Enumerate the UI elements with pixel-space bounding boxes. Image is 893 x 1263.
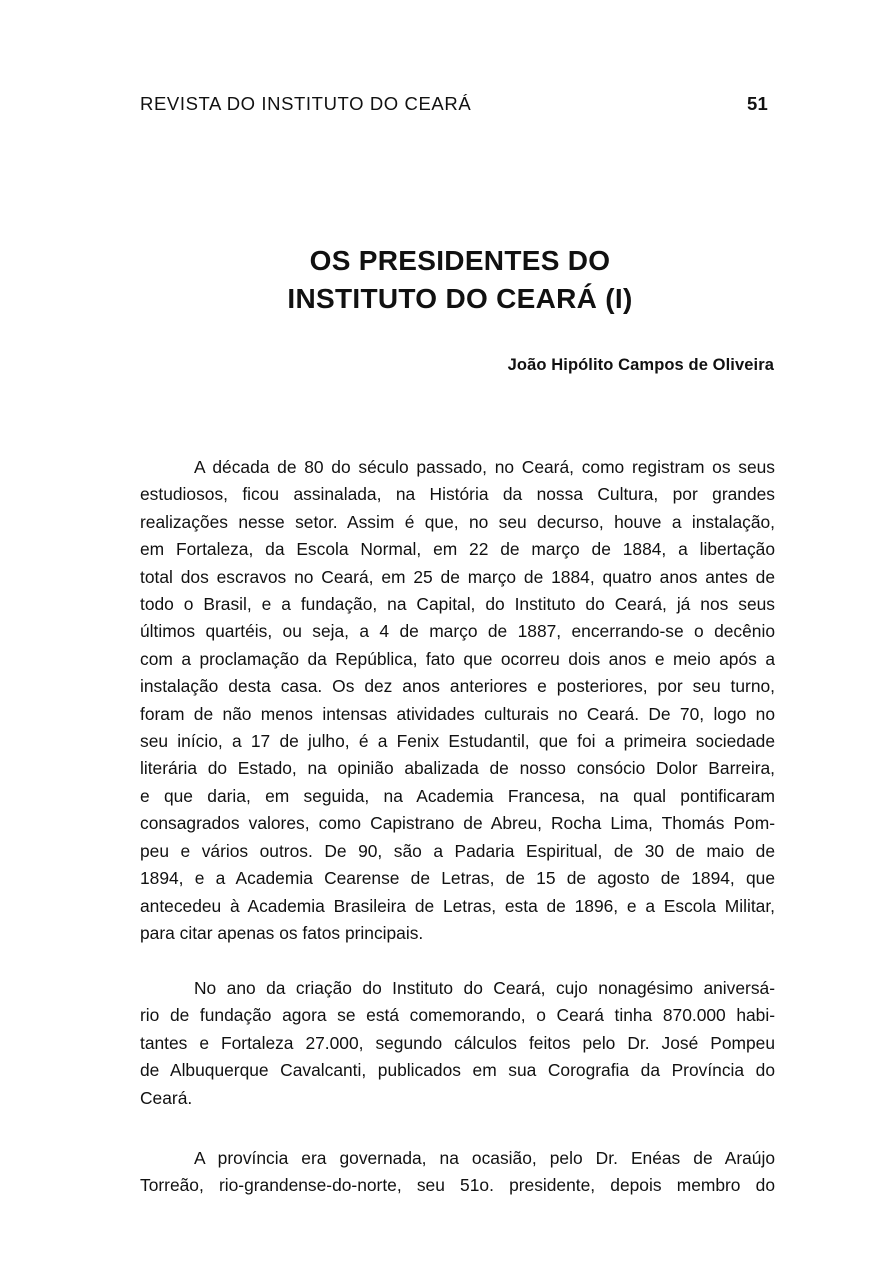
text-line: e que daria, em seguida, na Academia Francesa, na qual pontificaram [140,785,775,806]
text-line: todo o Brasil, e a fundação, na Capital, do Instituto do Ceará, já nos seus [140,594,775,615]
text-line: realizações nesse setor. Assim é que, no seu decurso, houve a instalação, [140,511,775,532]
text-line: seu início, a 17 de julho, é a Fenix Estudantil, que foi a primeira sociedade [140,731,775,752]
text-line: A década de 80 do século passado, no Ceará, como registram os seus [194,457,775,477]
text-line: Ceará. [140,1087,193,1108]
text-line: estudiosos, ficou assinalada, na História da nossa Cultura, por grandes [140,484,775,505]
text-line: total dos escravos no Ceará, em 25 de março de 1884, quatro anos antes de [140,566,775,587]
journal-title: REVISTA DO INSTITUTO DO CEARÁ [140,93,472,114]
text-line: consagrados valores, como Capistrano de Abreu, Rocha Lima, Thomás Pom- [140,813,775,834]
text-line: instalação desta casa. Os dez anos anteriores e posteriores, por seu turno, [140,676,775,697]
article-title-line: OS PRESIDENTES DO [309,245,611,276]
text-line: literária do Estado, na opinião abalizada de nosso consócio Dolor Barreira, [140,758,775,779]
page-number: 51 [747,93,768,114]
paragraph-3 [140,1145,775,1200]
author-name: João Hipólito Campos de Oliveira [507,356,774,374]
text-line: últimos quartéis, ou seja, a 4 de março de 1887, encerrando-se o decênio [140,621,775,642]
text-line: em Fortaleza, da Escola Normal, em 22 de março de 1884, a libertação [140,539,775,560]
text-line: Torreão, rio-grandense-do-norte, seu 51o. presidente, depois membro do [140,1175,775,1196]
paragraph-1 [140,454,775,947]
paragraph-2 [140,975,775,1112]
text-line: de Albuquerque Cavalcanti, publicados em sua Corografia da Província do [140,1060,775,1081]
text-line: antecedeu à Academia Brasileira de Letras, esta de 1896, e a Escola Militar, [140,895,775,916]
article-title [200,242,720,318]
text-line: No ano da criação do Instituto do Ceará, cujo nonagésimo aniversá- [194,978,775,998]
text-line: rio de fundação agora se está comemorando, o Ceará tinha 870.000 habi- [140,1005,775,1026]
text-line: peu e vários outros. De 90, são a Padaria Espiritual, de 30 de maio de [140,840,775,861]
text-line: 1894, e a Academia Cearense de Letras, de 15 de agosto de 1894, que [140,868,775,889]
text-line: A província era governada, na ocasião, pelo Dr. Enéas de Araújo [194,1148,775,1168]
text-line: foram de não menos intensas atividades culturais no Ceará. De 70, logo no [140,703,775,724]
text-line: com a proclamação da República, fato que ocorreu dois anos e meio após a [140,648,775,669]
text-line: para citar apenas os fatos principais. [140,922,424,943]
text-line: tantes e Fortaleza 27.000, segundo cálculos feitos pelo Dr. José Pompeu [140,1032,775,1053]
article-title-line: INSTITUTO DO CEARÁ (I) [287,283,633,314]
